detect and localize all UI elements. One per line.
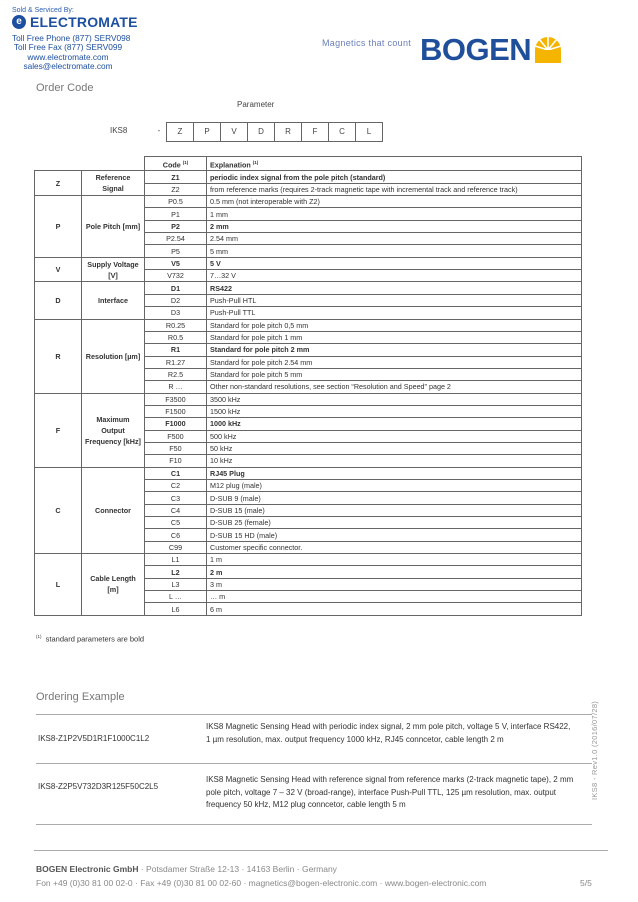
parameter-name: Maximum Output Frequency [kHz] <box>82 393 145 467</box>
electromate-mark-icon: e <box>12 15 26 29</box>
explanation-cell: 1500 kHz <box>207 405 582 417</box>
model-prefix: IKS8 <box>110 126 128 135</box>
explanation-cell: 50 kHz <box>207 442 582 454</box>
explanation-cell: Standard for pole pitch 0,5 mm <box>207 319 582 331</box>
explanation-cell: RS422 <box>207 282 582 294</box>
code-cell: F3500 <box>145 393 207 405</box>
param-cell: R <box>275 122 302 142</box>
table-row <box>35 319 582 331</box>
explanation-cell: D-SUB 15 HD (male) <box>207 529 582 541</box>
example-description: IKS8 Magnetic Sensing Head with reference signal from reference marks (2-track magnetic tape), 2 mm pole pitch, voltage 7 – 32 V (broad-range), interface Push-Pull TTL, 125 µm resolution, max. output frequency 50 kHz, M12 plug conncetor, cable length 5 m <box>206 775 574 809</box>
explanation-cell: 3 m <box>207 578 582 590</box>
code-cell: L2 <box>145 566 207 578</box>
code-cell: R1.27 <box>145 356 207 368</box>
blank-header <box>82 157 145 171</box>
code-cell: C99 <box>145 541 207 553</box>
divider <box>36 763 592 764</box>
explanation-cell: 2.54 mm <box>207 233 582 245</box>
param-cell: C <box>329 122 356 142</box>
explanation-cell: Standard for pole pitch 5 mm <box>207 368 582 380</box>
distributor-contact <box>12 33 131 71</box>
code-cell: F1500 <box>145 405 207 417</box>
code-cell: F500 <box>145 430 207 442</box>
explanation-cell: Standard for pole pitch 2 mm <box>207 344 582 356</box>
footnote: $^{(1)}$ standard parameters are bold <box>36 634 145 644</box>
order-code-parameters <box>100 122 383 142</box>
page-number: 5/5 <box>580 878 592 888</box>
parameter-letter: R <box>35 319 82 393</box>
code-cell: Z1 <box>145 171 207 183</box>
explanation-cell: Other non-standard resolutions, see section “Resolution and Speed” page 2 <box>207 381 582 393</box>
example-code: IKS8-Z2P5V732D3R125F50C2L5 <box>38 782 159 791</box>
code-cell: P5 <box>145 245 207 257</box>
code-cell: Z2 <box>145 183 207 195</box>
distributor-website: www.electromate.com <box>27 51 109 62</box>
code-cell: C6 <box>145 529 207 541</box>
table-row <box>35 393 582 405</box>
code-cell: F1000 <box>145 418 207 430</box>
code-cell: L … <box>145 591 207 603</box>
code-cell: R2.5 <box>145 368 207 380</box>
explanation-cell: 3500 kHz <box>207 393 582 405</box>
parameter-letter: P <box>35 196 82 258</box>
example-code: IKS8-Z1P2V5D1R1F1000C1L2 <box>38 734 150 743</box>
order-code-title: Order Code <box>36 82 94 94</box>
table-row <box>35 171 582 183</box>
sun-icon <box>533 35 563 65</box>
divider <box>36 824 592 825</box>
code-cell: L1 <box>145 554 207 566</box>
electromate-logo <box>12 14 138 30</box>
table-row <box>35 196 582 208</box>
code-cell: V732 <box>145 270 207 282</box>
blank-header <box>35 157 82 171</box>
table-row <box>35 467 582 479</box>
explanation-cell: Standard for pole pitch 1 mm <box>207 331 582 343</box>
parameter-name: Connector <box>82 467 145 553</box>
sold-by-label: Sold & Serviced By: <box>12 7 74 14</box>
revision-note: IKS8 - Rev1.0 (2016/07/28) <box>590 700 599 800</box>
explanation-cell: 2 mm <box>207 220 582 232</box>
bogen-logo <box>420 33 563 67</box>
example-description: IKS8 Magnetic Sensing Head with periodic index signal, 2 mm pole pitch, voltage 5 V, interface RS422, 1 µm resolution, max. output frequency 1000 kHz, RJ45 conncetor, cable length 2 m <box>206 722 571 744</box>
code-cell: C4 <box>145 504 207 516</box>
explanation-cell: 6 m <box>207 603 582 615</box>
explanation-cell: 5 V <box>207 257 582 269</box>
param-cell: F <box>302 122 329 142</box>
table-body <box>35 171 582 615</box>
code-cell: P1 <box>145 208 207 220</box>
explanation-cell: Push-Pull HTL <box>207 294 582 306</box>
explanation-cell: from reference marks (requires 2-track magnetic tape with incremental track and reference track) <box>207 183 582 195</box>
code-dash: - <box>157 126 161 135</box>
code-cell: C5 <box>145 517 207 529</box>
toll-free-fax: Toll Free Fax (877) SERV099 <box>13 42 123 53</box>
footer-address: BOGEN Electronic GmbH · Potsdamer Straße 12-13 · 14163 Berlin · Germany <box>36 864 337 874</box>
distributor-email: sales@electromate.com <box>23 60 113 71</box>
param-cell: V <box>221 122 248 142</box>
code-cell: P0.5 <box>145 196 207 208</box>
parameter-letter: Z <box>35 171 82 196</box>
explanation-cell: Customer specific connector. <box>207 541 582 553</box>
param-cell: Z <box>166 122 194 142</box>
explanation-cell: 10 kHz <box>207 455 582 467</box>
footer-company: BOGEN Electronic GmbH <box>36 864 139 874</box>
code-cell: L6 <box>145 603 207 615</box>
code-cell: R1 <box>145 344 207 356</box>
parameter-name: Resolution [µm] <box>82 319 145 393</box>
footer-contact: Fon +49 (0)30 81 00 02-0 · Fax +49 (0)30 81 00 02-60 · magnetics@bogen-electronic.com · www.bogen-electronic.com <box>36 878 487 888</box>
explanation-cell: D-SUB 9 (male) <box>207 492 582 504</box>
parameter-name: Cable Length [m] <box>82 554 145 616</box>
code-cell: R0.5 <box>145 331 207 343</box>
explanation-cell: Standard for pole pitch 2.54 mm <box>207 356 582 368</box>
code-cell: R0.25 <box>145 319 207 331</box>
code-cell: C2 <box>145 479 207 491</box>
electromate-name: ELECTROMATE <box>30 14 138 30</box>
code-cell: F10 <box>145 455 207 467</box>
parameter-name: Pole Pitch [mm] <box>82 196 145 258</box>
code-cell: P2 <box>145 220 207 232</box>
explanation-cell: periodic index signal from the pole pitch (standard) <box>207 171 582 183</box>
param-cell: D <box>248 122 275 142</box>
footer-divider <box>34 850 608 851</box>
parameter-letter: F <box>35 393 82 467</box>
explanation-cell: D-SUB 15 (male) <box>207 504 582 516</box>
parameter-letter: V <box>35 257 82 282</box>
divider <box>36 714 592 715</box>
explanation-column-header: Explanation $^{(1)}$ <box>207 157 582 171</box>
explanation-cell: 7…32 V <box>207 270 582 282</box>
explanation-cell: M12 plug (male) <box>207 479 582 491</box>
explanation-cell: … m <box>207 591 582 603</box>
parameter-letter: D <box>35 282 82 319</box>
explanation-cell: Push-Pull TTL <box>207 307 582 319</box>
code-column-header: Code $^{(1)}$ <box>145 157 207 171</box>
parameter-name: Interface <box>82 282 145 319</box>
code-cell: P2.54 <box>145 233 207 245</box>
bogen-wordmark: BOGEN <box>420 32 532 67</box>
table-row <box>35 257 582 269</box>
order-code-table <box>34 156 582 616</box>
table-row <box>35 282 582 294</box>
code-cell: D1 <box>145 282 207 294</box>
code-cell: F50 <box>145 442 207 454</box>
explanation-cell: 0.5 mm (not interoperable with Z2) <box>207 196 582 208</box>
parameter-name: Reference Signal <box>82 171 145 196</box>
parameter-label: Parameter <box>237 100 275 109</box>
explanation-cell: D-SUB 25 (female) <box>207 517 582 529</box>
explanation-cell: 1 mm <box>207 208 582 220</box>
param-cell: P <box>194 122 221 142</box>
explanation-cell: 1000 kHz <box>207 418 582 430</box>
explanation-cell: 1 m <box>207 554 582 566</box>
code-cell: L3 <box>145 578 207 590</box>
ordering-example-title: Ordering Example <box>36 691 125 703</box>
toll-free-phone: Toll Free Phone (877) SERV098 <box>12 33 131 43</box>
code-cell: D3 <box>145 307 207 319</box>
brand-tagline: Magnetics that count <box>322 38 412 48</box>
table-header-row <box>35 157 582 171</box>
parameter-letter: C <box>35 467 82 553</box>
parameter-name: Supply Voltage [V] <box>82 257 145 282</box>
explanation-cell: 5 mm <box>207 245 582 257</box>
code-cell: V5 <box>145 257 207 269</box>
code-cell: R … <box>145 381 207 393</box>
explanation-cell: RJ45 Plug <box>207 467 582 479</box>
code-cell: C1 <box>145 467 207 479</box>
code-cell: C3 <box>145 492 207 504</box>
table-row <box>35 554 582 566</box>
code-cell: D2 <box>145 294 207 306</box>
explanation-cell: 500 kHz <box>207 430 582 442</box>
param-cell: L <box>356 122 383 142</box>
explanation-cell: 2 m <box>207 566 582 578</box>
parameter-letter: L <box>35 554 82 616</box>
